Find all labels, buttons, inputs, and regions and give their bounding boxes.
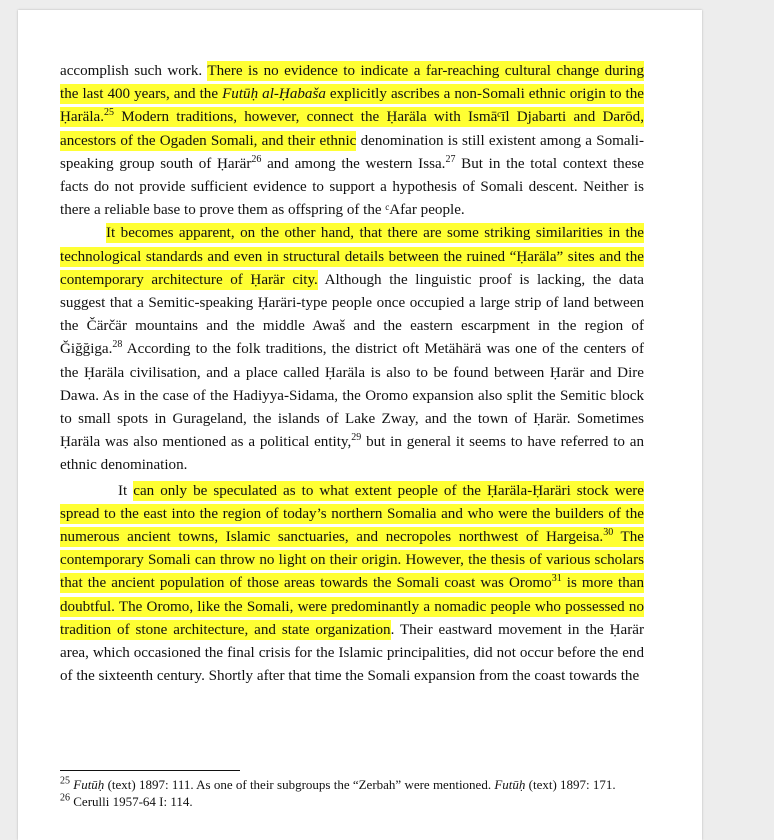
footnote-25 xyxy=(60,776,644,793)
document-body xyxy=(60,60,644,688)
text-segment: There is no evidence to indicate a far-reaching cultural change during the last 400 years, and the xyxy=(60,63,644,103)
text-segment: accomplish such work. xyxy=(60,63,208,79)
text-segment: is more than doubtful. The Oromo, like the Somali, were predominantly a nomadic people who possessed no tradition of stone architecture, and state organization xyxy=(60,575,644,638)
italic-title: Futūḥ xyxy=(73,777,105,792)
text-segment: It xyxy=(118,482,134,499)
highlighted-text: It becomes apparent, on the other hand, that there are some striking similarities in the technological standards and even in structural details between the ruined “Ḥaräla” sites and the contemporary architecture of Ḥarär city. xyxy=(60,225,644,288)
footnotes xyxy=(60,776,644,810)
text-segment: and among the western Issa. xyxy=(261,155,446,172)
text-segment: The contemporary Somali can throw no light on their origin. However, the thesis of various scholars that the ancient population of those areas towards the Somali coast was Oromo xyxy=(60,529,644,592)
highlighted-text xyxy=(60,481,644,640)
text-segment: denomination is still existent among a Somali-speaking group south of Ḥarär xyxy=(60,132,644,172)
text-segment: (text) 1897: 171. xyxy=(525,777,616,792)
footnote-ref-31[interactable]: 31 xyxy=(551,573,562,585)
footnote-ref-27[interactable]: 27 xyxy=(445,153,456,165)
text-segment: can only be speculated as to what extent people of the Ḥaräla-Ḥaräri stock were spread to the east into the region of today’s northern Somalia and who were the builders of the numerous ancient towns, Islamic sanctuaries, and necropoles northwest of Hargeisa. xyxy=(60,482,644,546)
text-segment: But in the total context these facts do not provide sufficient evidence to support a hypothesis of Somali descent. Neither is there a reliable base to prove them as offspring of the ᶜAfar people. xyxy=(60,155,644,219)
footnote-number: 26 xyxy=(60,792,70,804)
footnote-ref-28[interactable]: 28 xyxy=(112,339,123,351)
text-segment: According to the folk traditions, the district oft Metähärä was one of the centers of the Ḥaräla civilisation, and a place called Ḥaräla is also to be found between Ḥarär and Dire Dawa. As in the case of the Hadiyya-Sidama, the Oromo expansion also split the Semitic block to small spots in Gurageland, the islands of Lake Zway, and the town of Ḥarär. Sometimes Ḥaräla was also mentioned as a political entity, xyxy=(60,341,644,451)
footnote-26 xyxy=(60,793,644,810)
paragraph-2 xyxy=(60,222,644,477)
footnote-ref-25[interactable]: 25 xyxy=(104,107,114,119)
footnote-ref-26[interactable]: 26 xyxy=(251,153,262,165)
text-segment: (text) 1897: 111. As one of their subgroups the “Zerbah” were mentioned. xyxy=(104,777,495,792)
paragraph-1 xyxy=(60,60,644,222)
italic-title: Futūḥ xyxy=(494,777,526,792)
text-segment: explicitly ascribes a non-Somali ethnic origin to the Ḥaräla. xyxy=(60,86,644,126)
text-segment: Modern traditions, however, connect the Ḥaräla with Ismāᶜīl Djabarti and Darōd, ancestors of the Ogaden Somali, and their ethnic xyxy=(60,109,644,149)
text-segment: Although the linguistic proof is lacking, the data suggest that a Semitic-speaking Ḥaräri-type people once occupied a large strip of land between the Čärčär mountains and the middle Awaš and the eastern escarpment in the region of Ğiğğiga. xyxy=(60,271,644,358)
italic-title: Futūḥ al-Ḥabaša xyxy=(222,86,326,103)
paragraph-3 xyxy=(60,480,644,689)
vertical-scrollbar[interactable] xyxy=(762,10,770,822)
footnote-separator xyxy=(60,770,240,771)
footnote-ref-29[interactable]: 29 xyxy=(351,432,362,444)
footnote-number: 25 xyxy=(60,775,70,787)
text-segment: . Their eastward movement in the Ḥarär area, which occasioned the final crisis for the Islamic principalities, did not occur before the end of the sixteenth century. Shortly after that time the Somali expansion from the coast towards the xyxy=(60,621,644,685)
text-segment: Cerulli 1957-64 I: 114. xyxy=(70,794,193,809)
text-segment: but in general it seems to have referred to an ethnic denomination. xyxy=(60,434,644,474)
footnote-ref-30[interactable]: 30 xyxy=(603,527,614,539)
